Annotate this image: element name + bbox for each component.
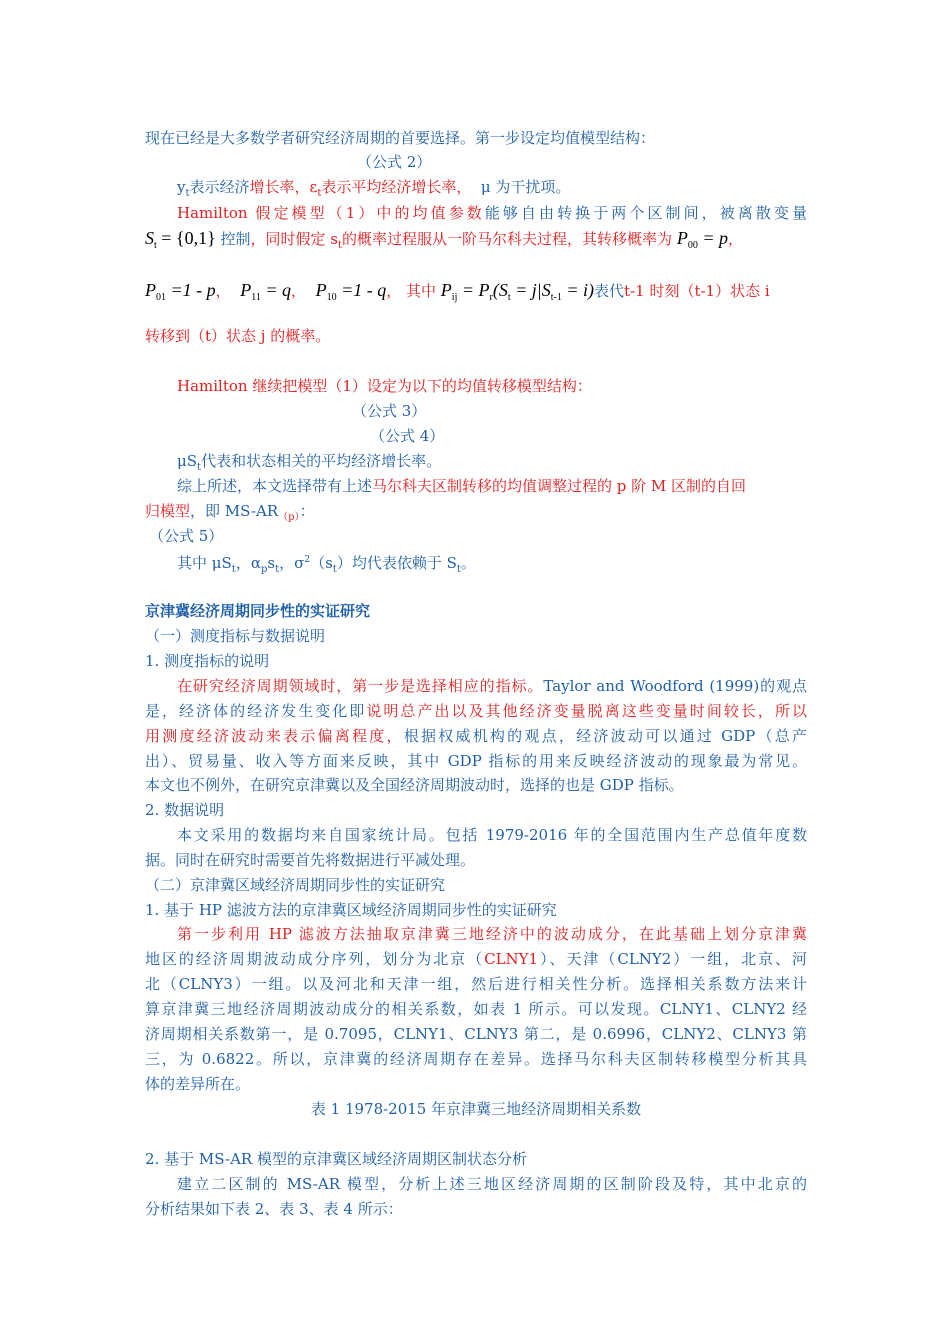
subsection-2-1: 1. 基于 HP 滤波方法的京津冀区域经济周期同步性的实证研究 (145, 901, 557, 919)
para3-line-7: 体的差异所在。 (145, 1075, 251, 1093)
para1-line-4: 出）、贸易量、收入等方面来反映，其中 GDP 指标的用来反映经济波动的现象最为常见。 (145, 752, 807, 770)
hamilton-line-4: 转移到（t）状态 j 的概率。 (145, 327, 331, 345)
subsection-1: （一）测度指标与数据说明 (145, 627, 326, 645)
formula-label-2: （公式 2） (357, 153, 432, 171)
subsection-2-2: 2. 基于 MS-AR 模型的京津冀区域经济周期区制状态分析 (145, 1150, 527, 1168)
summary-line-1: 综上所述，本文选择带有上述马尔科夫区制转移的均值调整过程的 p 阶 M 区制的自回 (177, 477, 747, 495)
para3-line-1: 第一步利用 HP 滤波方法抽取京津冀三地经济中的波动成分，在此基础上划分京津冀 (177, 925, 807, 943)
where-line: 其中 $\mu S_t$，$\alpha_ps_t$，$\sigma^2(s_t)$均代表依赖于 $S_t$。 (177, 554, 476, 575)
para1-line-1: 在研究经济周期领域时，第一步是选择相应的指标。Taylor and Woodford (1999)的观点 (177, 677, 807, 695)
para3-line-6: 三，为 0.6822。所以，京津冀的经济周期存在差异。选择马尔科夫区制转移模型分析其具 (145, 1050, 807, 1068)
para4-line-2: 分析结果如下表 2、表 3、表 4 所示： (145, 1200, 403, 1218)
para3-line-5: 济周期相关系数第一，是 0.7095，CLNY1、CLNY3 第二，是 0.6996，CLNY2、CLNY3 第 (145, 1025, 807, 1043)
formula-label-3: （公式 3） (352, 402, 427, 420)
formula-label-4: （公式 4） (370, 427, 445, 445)
para2-line-2: 据。同时在研究时需要首先将数据进行平减处理。 (145, 851, 476, 869)
variables-line: $y_t$表示经济增长率，$\varepsilon_t$表示平均经济增长率， μ 为干扰项。 (177, 178, 571, 199)
paragraph-intro: 现在已经是大多数学者研究经济周期的首要选择。第一步设定均值模型结构： (145, 129, 656, 147)
hamilton-line-1: Hamilton 假定模型（1）中的均值参数能够自由转换于两个区制间，被离散变量 (177, 204, 807, 222)
table1-caption: 表 1 1978-2015 年京津冀三地经济周期相关系数 (310, 1100, 642, 1118)
hamilton-line-2: $S_t = \{0,1\}$ 控制，同时假定 $s_t$的概率过程服从一阶马尔科夫过程，其转移概率为 $P_{00} = p$， (145, 228, 743, 251)
para3-line-4: 算京津冀三地经济周期波动成分的相关系数，如表 1 所示。可以发现。CLNY1、CLNY2 经 (145, 1000, 807, 1018)
subsection-1-1: 1. 测度指标的说明 (145, 652, 270, 670)
section-title: 京津冀经济周期同步性的实证研究 (145, 602, 371, 620)
para3-line-3: 北（CLNY3）一组。以及河北和天津一组，然后进行相关性分析。选择相关系数方法来计 (145, 975, 807, 993)
para4-line-1: 建立二区制的 MS-AR 模型，分析上述三地区经济周期的区制阶段及特，其中北京的 (177, 1175, 807, 1193)
hamilton-line-3: $P_{01} =1 - p$， $P_{11} = q$， $P_{10} =1 - q$， 其中 $P_{ij} = P_r(S_t = j|S_{t-1} = i)$表代t-1 时刻（t-1）状态 i (145, 280, 770, 303)
mu-line: $\mu S_t$代表和状态相关的平均经济增长率。 (177, 452, 442, 473)
summary-line-2: 归模型，即 $MS-AR_{(p)}$： (145, 502, 315, 523)
subsection-1-2: 2. 数据说明 (145, 801, 225, 819)
formula-label-5: （公式 5） (149, 527, 224, 545)
hamilton-line-5: Hamilton 继续把模型（1）设定为以下的均值转移模型结构： (177, 377, 592, 395)
para1-line-5: 本文也不例外，在研究京津冀以及全国经济周期波动时，选择的也是 GDP 指标。 (145, 776, 684, 794)
para1-line-3: 用测度经济波动来表示偏离程度，根据权威机构的观点，经济波动可以通过 GDP（总产 (145, 727, 807, 745)
para1-line-2: 是，经济体的经济发生变化即说明总产出以及其他经济变量脱离这些变量时间较长，所以 (145, 702, 807, 720)
para2-line-1: 本文采用的数据均来自国家统计局。包括 1979-2016 年的全国范围内生产总值年度数 (177, 826, 807, 844)
para3-line-2: 地区的经济周期波动成分序列，划分为北京（CLNY1）、天津（CLNY2）一组，北京、河 (145, 950, 807, 968)
subsection-2: （二）京津冀区域经济周期同步性的实证研究 (145, 876, 446, 894)
